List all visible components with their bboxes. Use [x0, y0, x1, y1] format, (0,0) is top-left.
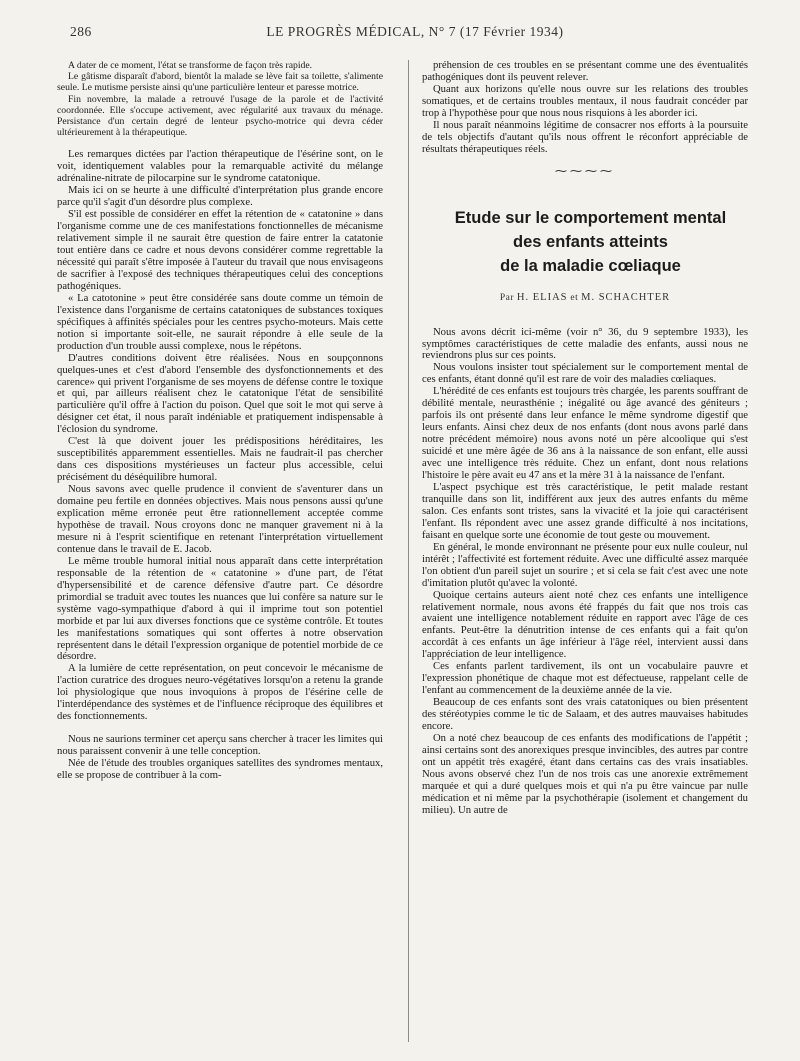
byline-par: Par	[499, 292, 515, 303]
body-paragraph: On a noté chez beaucoup de ces enfants des modifications de l'appétit ; ainsi certains sont des anorexiques presque invincibles, des autres par contre ont un appétit très exagéré, étant dans certains cas des vrais insatiables. Nous avons observé chez l'un de nos trois cas une anorexie extrêmement marquée et qui a duré quelques mois et qui n'a pu être vaincue par nulle médication et ni même par la psychothérapie (isolement et changement du milieu). Un autre de	[422, 732, 748, 816]
body-paragraph: Ces enfants parlent tardivement, ils ont un vocabulaire pauvre et l'expression phonétique de chaque mot est défectueuse, rappelant celle de l'enfant au commencement de la deuxième année de la vie.	[422, 661, 748, 697]
body-paragraph: Nous avons décrit ici-même (voir n° 36, du 9 septembre 1933), les symptômes caractéristiques de cette maladie des enfants, aussi nous ne reviendrons plus sur ces points.	[422, 326, 748, 362]
body-paragraph: « La catotonine » peut être considérée sans doute comme un témoin de l'existence dans l'organisme de certains catatoniques de substances toxiques spécifiques à affinités spéciales pour les centres psycho-moteurs. Mais cette notion si importante soit-elle, ne saurait répondre à elle seule de la production d'un trouble aussi complexe, nous le répétons.	[57, 292, 383, 352]
body-paragraph: L'hérédité de ces enfants est toujours très chargée, les parents souffrant de débilité mentale, neurasthénie ; inégalité ou âge avancé des géniteurs ; parfois ils ont présenté dans leur enfance le même syndrome digestif que leurs enfants. Ainsi chez deux de nos enfants (dont nous avons parlé dans notre précédent mémoire) nous avons noté un père alcoolique qui s'est suicidé et une mère âgée de 36 ans à la naissance de son enfant, elle aussi avec une intelligence très réduite. Chez un enfant, dont nous relations l'histoire le père avait eu 47 ans et la mère 31 à la naissance de l'enfant.	[422, 386, 748, 482]
body-paragraph: S'il est possible de considérer en effet la rétention de « catatonine » dans l'organisme comme une de ces manifestations fonctionnelles de mécanisme relativement simple il ne saurait être question de faire entrer la catatonie tout entière dans ce cadre et nous devons considérer comme regrettable la nécessité qui paraît s'être imposée à l'auteur du travail que nous envisageons de sacrifier à l'exposé des techniques thérapeutiques celui des conceptions pathogéniques.	[57, 209, 383, 292]
author-name: M. SCHACHTER	[581, 291, 671, 303]
body-paragraph: Nous voulons insister tout spécialement sur le comportement mental de ces enfants, étant donné qu'il est rare de voir des maladies cœliaques.	[422, 362, 748, 386]
page-number: 286	[70, 24, 92, 39]
case-note-paragraph: Fin novembre, la malade a retrouvé l'usage de la parole et de l'activité coordonnée. Elle s'occupe activement, avec régularité aux travaux du ménage. Persistance d'un certain degré de lenteur psycho-motrice qui devra céder ultérieurement à la thérapeutique.	[57, 93, 383, 139]
running-title: LE PROGRÈS MÉDICAL, N° 7 (17 Février 1934)	[266, 24, 564, 39]
body-paragraph: Les remarques dictées par l'action thérapeutique de l'ésérine sont, on le voit, identiquement valables pour la remarquable activité du mélange adrénaline-nitrate de pilocarpine sur le syndrome catatonique.	[57, 149, 383, 185]
page-header	[70, 22, 760, 44]
article-title	[422, 206, 748, 278]
article-title-line: des enfants atteints	[513, 232, 668, 251]
right-column	[422, 60, 748, 817]
body-paragraph: Le même trouble humoral initial nous apparaît dans cette interprétation responsable de la rétention de « catatonine » d'une part, de l'état d'hypersensibilité et de carence défensive d'autre part. Ce désordre primordial se traduit avec toutes les nuances que lui confère sa nature sur le système vago-sympathique d'abord à qui il imprime tout son potentiel morbide et par lui aux diverses fonctions que ce système contrôle. Et toutes les manifestations somatiques qui sont offertes à notre observation représentent dans le détail l'expression organique de potentiel morbide de ce désordre.	[57, 555, 383, 663]
body-paragraph: Beaucoup de ces enfants sont des vrais catatoniques ou bien présentent des stéréotypies comme le tic de Salaam, et des autres mauvaises habitudes encore.	[422, 697, 748, 733]
body-paragraph: Nous savons avec quelle prudence il convient de s'aventurer dans un domaine peu fertile en données objectives. Mais nous pensons aussi qu'une explication même erronée peut être rationnellement acceptée comme hypothèse de travail. Nous croyons donc ne manquer gravement ni à la mesure ni à l'esprit scientifique en retenant l'interprétation virtuellement contenue dans le travail de E. Jacob.	[57, 484, 383, 555]
body-paragraph: L'aspect psychique est très caractéristique, le petit malade restant tranquille dans son lit, indifférent aux jeux des autres enfants du même salon. Ces enfants sont tristes, sans la vivacité et la joie qui caractérisent l'enfant. Ils répondent avec une assez grande difficulté à nos incitations, faisant en quelque sorte une économie de tout geste ou mouvement.	[422, 481, 748, 541]
section-gap	[57, 138, 383, 149]
case-note-paragraph: A dater de ce moment, l'état se transforme de façon très rapide.	[68, 60, 313, 71]
case-note-paragraph: Le gâtisme disparaît d'abord, bientôt la malade se lève fait sa toilette, s'alimente seule. Le mutisme persiste ainsi qu'une particulière lenteur et paresse motrice.	[57, 71, 383, 94]
left-column	[57, 60, 383, 1045]
body-paragraph: En général, le monde environnant ne présente pour eux nulle couleur, nul intérêt ; l'affectivité est fortement réduite. Avec une difficulté assez marquée l'on obtient d'un pareil sujet un sourire ; et si cela se fait c'est avec une note d'imitation plutôt qu'avec la volonté.	[422, 541, 748, 589]
body-paragraph: D'autres conditions doivent être réalisées. Nous en soupçonnons quelques-unes et c'est d'abord l'ensemble des dysfonctionnements et des carence» qui privent l'organisme de ses moyens de défense contre le toxique et qui, par ailleurs réalisent chez le catatonique l'état de sensibilité particulière qu'il offre à l'action du poison. Quel que soit le mot qui serve à désigner cet état, il nous paraît indéniable et pratiquement indispensable à l'éclosion du syndrome.	[57, 352, 383, 436]
body-paragraph: A la lumière de cette représentation, on peut concevoir le mécanisme de l'action curatrice des drogues neuro-végétatives lorsqu'on a retenu la grande loi physiologique que nous invoquions à propos de l'ésérine celle de l'interdépendance des systèmes et de l'influence réciproque des équilibres et des fonctionnements.	[57, 663, 383, 723]
body-paragraph: Nous ne saurions terminer cet aperçu sans chercher à tracer les limites qui nous paraissent convenir à une telle conception.	[57, 734, 383, 758]
byline-and: et	[570, 292, 579, 303]
section-gap	[57, 723, 383, 734]
body-paragraph: C'est là que doivent jouer les prédispositions héréditaires, les susceptibilités apparemment essentielles. Mais ne faudrait-il pas chercher dans ces dispositions mystérieuses un facteur plus accessible, celui précisément du déséquilibre humoral.	[57, 436, 383, 484]
section-ornament: ⁓⁓⁓⁓	[555, 163, 615, 178]
body-paragraph: préhension de ces troubles en se présentant comme une des éventualités pathogéniques dont ils peuvent relever.	[422, 60, 748, 83]
article-title-line: de la maladie cœliaque	[500, 256, 681, 275]
body-paragraph: Il nous paraît néanmoins légitime de consacrer nos efforts à la poursuite de tels objectifs d'autant qu'ils nous offrent le réconfort appréciable de résultats thérapeutiques réels.	[422, 119, 748, 155]
body-paragraph: Née de l'étude des troubles organiques satellites des syndromes mentaux, elle se propose de contribuer à la com-	[57, 758, 383, 782]
author-name: H. ELIAS	[516, 291, 568, 303]
body-paragraph: Quoique certains auteurs aient noté chez ces enfants une intelligence relativement normale, nous avons été frappés du fait que nos trois cas avaient une intelligence notablement réduite en rapport avec l'âge de ces enfants. Peut-être la dénutrition intense de ces enfants qui a fait qu'on accordât à ces enfants un âge inférieur à l'âge réel, intervient aussi dans l'appréciation de leur intelligence.	[422, 589, 748, 661]
byline	[422, 292, 748, 305]
column-divider	[408, 60, 409, 1042]
article-title-line: Etude sur le comportement mental	[454, 208, 727, 227]
body-paragraph: Quant aux horizons qu'elle nous ouvre sur les relations des troubles somatiques, et de certains troubles mentaux, il nous faudrait concéder par trop à l'hypothèse pour que nous nous risquions à les aborder ici.	[422, 83, 748, 119]
body-paragraph: Mais ici on se heurte à une difficulté d'interprétation plus grande encore parce qu'il s'agit d'un désordre plus complexe.	[57, 185, 383, 209]
